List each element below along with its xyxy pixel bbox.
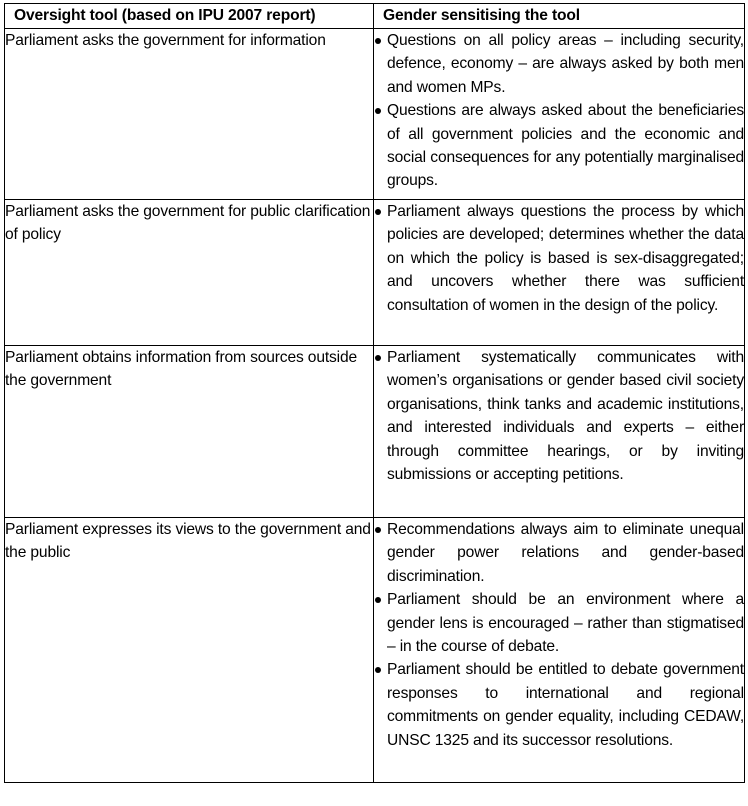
bullet-text: Recommendations always aim to eliminate unequal gender power relations and gender-based discrimination. — [387, 521, 744, 585]
table-row — [5, 518, 745, 783]
bullet-text: Parliament should be entitled to debate government responses to international and regional commitments on gender equality, including CEDAW, UNSC 1325 and its successor resolutions. — [387, 661, 744, 749]
bullet-item — [374, 346, 744, 486]
oversight-tool-cell: Parliament expresses its views to the government and the public — [5, 518, 374, 783]
table-row — [5, 346, 745, 518]
bullet-text: Parliament always questions the process by which policies are developed; determines whether the data on which the policy is based is sex-disaggregated; and uncovers whether there was sufficient consultation of women in the design of the policy. — [387, 203, 744, 314]
bullet-text: Parliament should be an environment where a gender lens is encouraged – rather than stigmatised – in the course of debate. — [387, 591, 744, 656]
bullet-list — [374, 200, 744, 317]
oversight-tool-cell: Parliament asks the government for public clarification of policy — [5, 200, 374, 346]
bullet-item — [374, 588, 744, 658]
bullet-text: Parliament systematically communicates with women’s organisations or gender based civil society organisations, think tanks and academic institutions, and interested individuals and experts – either through committee hearings, or by inviting submissions or accepting petitions. — [387, 349, 744, 484]
header-oversight-tool: Oversight tool (based on IPU 2007 report) — [5, 4, 374, 29]
bullet-item — [374, 518, 744, 588]
bullet-dot-icon — [375, 667, 381, 673]
oversight-tool-cell: Parliament asks the government for information — [5, 29, 374, 200]
bullet-item — [374, 29, 744, 99]
gender-sensitising-cell — [374, 346, 745, 518]
bullet-list — [374, 29, 744, 193]
oversight-tools-table — [4, 3, 745, 783]
gender-sensitising-cell — [374, 200, 745, 346]
bullet-item — [374, 99, 744, 193]
bullet-dot-icon — [375, 209, 381, 215]
oversight-tool-cell: Parliament obtains information from sources outside the government — [5, 346, 374, 518]
bullet-item — [374, 658, 744, 752]
table-header-row — [5, 4, 745, 29]
bullet-list — [374, 518, 744, 752]
bullet-text: Questions on all policy areas – including security, defence, economy – are always asked by both men and women MPs. — [387, 32, 744, 96]
bullet-dot-icon — [375, 597, 381, 603]
bullet-dot-icon — [375, 527, 381, 533]
gender-sensitising-cell — [374, 518, 745, 783]
gender-sensitising-cell — [374, 29, 745, 200]
bullet-dot-icon — [375, 38, 381, 44]
bullet-text: Questions are always asked about the beneficiaries of all government policies and the economic and social consequences for any potentially marginalised groups. — [387, 102, 744, 190]
table-row — [5, 29, 745, 200]
table-row — [5, 200, 745, 346]
bullet-item — [374, 200, 744, 317]
bullet-list — [374, 346, 744, 486]
header-gender-sensitising: Gender sensitising the tool — [374, 4, 745, 29]
bullet-dot-icon — [375, 108, 381, 114]
bullet-dot-icon — [375, 355, 381, 361]
